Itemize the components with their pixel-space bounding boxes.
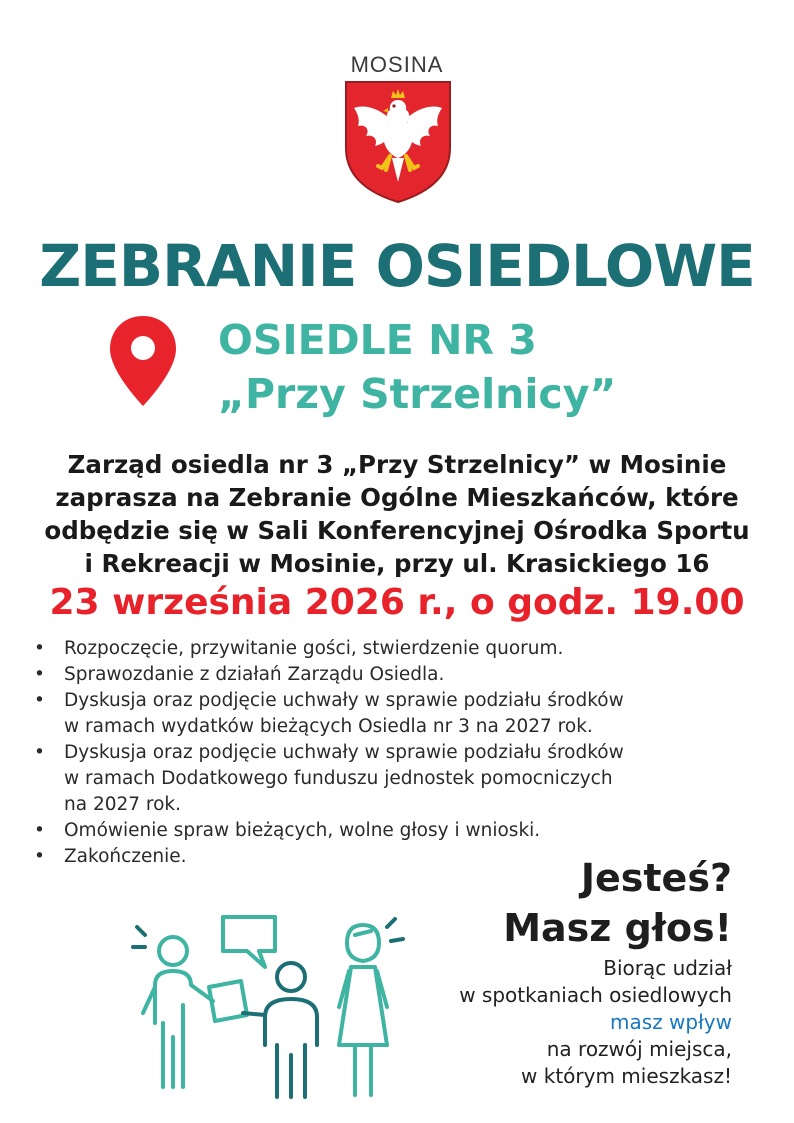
bullet: • (34, 742, 45, 763)
bullet: • (34, 664, 45, 685)
slogan-answer: Masz głos! (503, 906, 732, 950)
bullet: • (34, 820, 45, 841)
slogan-text-line: w którym mieszkasz! (521, 1064, 732, 1088)
crest-name: MOSINA (350, 52, 444, 77)
white-eagle-crest-icon (342, 78, 454, 204)
intro-line: i Rekreacji w Mosinie, przy ul. Krasickiego 16 (84, 549, 710, 578)
location-pin-icon (108, 314, 178, 408)
slogan-text-line: Biorąc udział (603, 956, 732, 980)
agenda-item (34, 688, 734, 740)
agenda-item (34, 636, 734, 662)
event-date: 23 września 2026 r., o godz. 19.00 (49, 582, 745, 623)
agenda-list (34, 636, 734, 870)
intro-line: odbędzie się w Sali Konferencyjnej Ośrodka Sportu (44, 516, 750, 545)
agenda-item-text: Sprawozdanie z działań Zarządu Osiedla. (64, 664, 445, 685)
agenda-item-text: Rozpoczęcie, przywitanie gości, stwierdzenie quorum. (64, 638, 564, 659)
agenda-item-text: Omówienie spraw bieżących, wolne głosy i wnioski. (64, 820, 541, 841)
agenda-item-text: Dyskusja oraz podjęcie uchwały w sprawie podziału środków (64, 742, 624, 763)
agenda-item (34, 818, 734, 844)
location-line-2: „Przy Strzelnicy” (218, 370, 617, 418)
slogan-text-line: na rozwój miejsca, (546, 1037, 732, 1061)
intro-line: Zarząd osiedla nr 3 „Przy Strzelnicy” w Mosinie (67, 450, 727, 479)
bullet: • (34, 690, 45, 711)
agenda-item (34, 662, 734, 688)
slogan-text-line: w spotkaniach osiedlowych (459, 983, 732, 1007)
people-talking-illustration (125, 905, 415, 1105)
intro-text (40, 448, 754, 580)
intro-line: zaprasza na Zebranie Ogólne Mieszkańców, które (55, 483, 739, 512)
location-line-1: OSIEDLE NR 3 (218, 316, 537, 364)
agenda-item-text: Dyskusja oraz podjęcie uchwały w sprawie podziału środków (64, 690, 624, 711)
bullet: • (34, 638, 45, 659)
slogan-question: Jesteś? (580, 856, 732, 900)
agenda-item (34, 740, 734, 818)
bullet: • (34, 846, 45, 867)
slogan-highlight: masz wpływ (610, 1010, 732, 1034)
agenda-item-text: Zakończenie. (64, 846, 187, 867)
page-title: ZEBRANIE OSIEDLOWE (39, 232, 755, 300)
agenda-item-text: w ramach Dodatkowego funduszu jednostek pomocniczych (64, 768, 613, 789)
agenda-item-text: na 2027 rok. (64, 794, 182, 815)
agenda-item-text: w ramach wydatków bieżących Osiedla nr 3 na 2027 rok. (64, 716, 593, 737)
